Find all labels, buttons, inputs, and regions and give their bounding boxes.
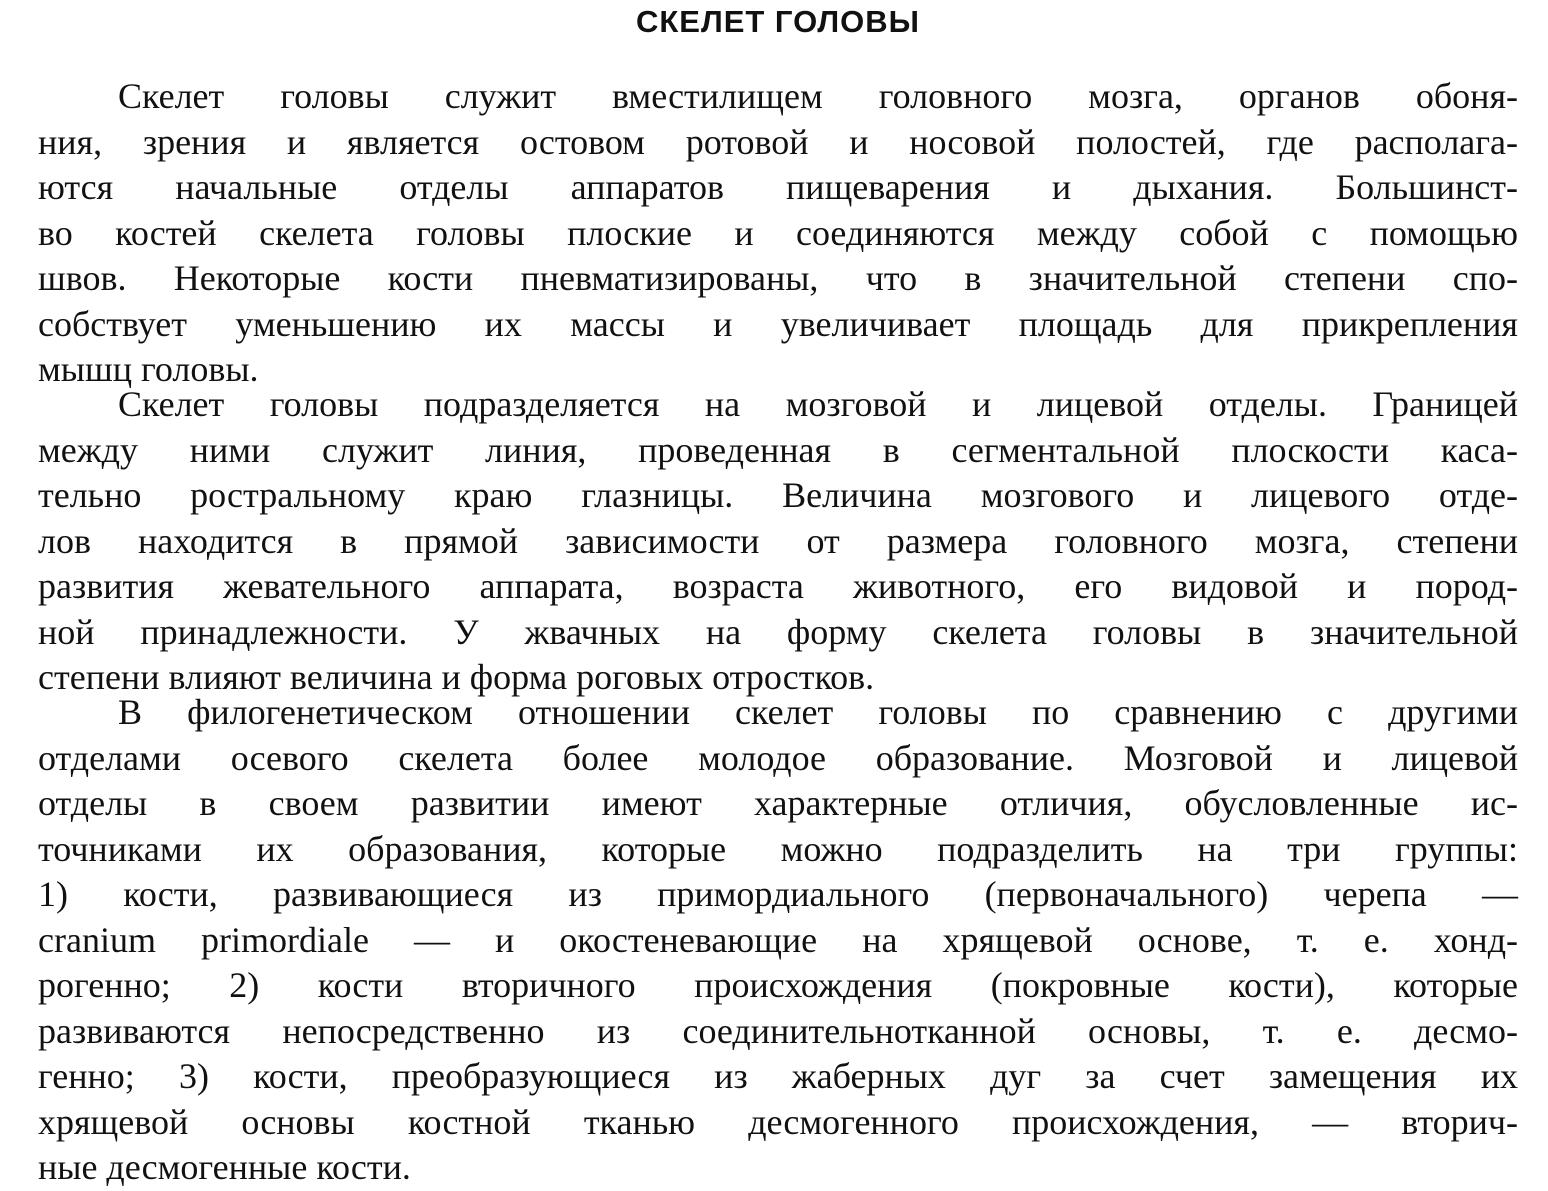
document-page bbox=[38, 0, 1518, 1186]
text-line: тельно ростральному краю глазницы. Величина мозгового и лицевого отде- bbox=[38, 475, 1518, 515]
text-line: ной принадлежности. У жвачных на форму скелета головы в значительной bbox=[38, 611, 1518, 652]
text-line: cranium primordiale — и окостеневающие на хрящевой основе, т. е. хонд- bbox=[38, 919, 1518, 960]
text-line: мышц головы. bbox=[38, 349, 259, 389]
paragraph-3 bbox=[38, 690, 1518, 1191]
text-line: развития жевательного аппарата, возраста животного, его видовой и пород- bbox=[38, 566, 1518, 606]
text-line: степени влияют величина и форма роговых отростков. bbox=[38, 657, 875, 697]
text-line: отделами осевого скелета более молодое образование. Мозговой и лицевой bbox=[38, 737, 1518, 778]
text-line: между ними служит линия, проведенная в сегментальной плоскости каса- bbox=[38, 429, 1518, 470]
text-line: лов находится в прямой зависимости от размера головного мозга, степени bbox=[38, 520, 1518, 561]
text-line: ния, зрения и является остовом ротовой и носовой полостей, где располага- bbox=[38, 121, 1518, 162]
text-line: точниками их образования, которые можно подразделить на три группы: bbox=[38, 828, 1518, 869]
text-line: ются начальные отделы аппаратов пищеварения и дыхания. Большинст- bbox=[38, 167, 1518, 207]
paragraph-2 bbox=[38, 382, 1518, 701]
text-line: развиваются непосредственно из соединительнотканной основы, т. е. десмо- bbox=[38, 1010, 1518, 1051]
text-line: собствует уменьшению их массы и увеличивает площадь для прикрепления bbox=[38, 303, 1518, 344]
text-line: Скелет головы подразделяется на мозговой и лицевой отделы. Границей bbox=[118, 384, 1518, 424]
paragraph-1 bbox=[38, 74, 1518, 393]
text-line: генно; 3) кости, преобразующиеся из жаберных дуг за счет замещения их bbox=[38, 1056, 1518, 1096]
text-line: рогенно; 2) кости вторичного происхождения (покровные кости), которые bbox=[38, 965, 1518, 1005]
text-line: В филогенетическом отношении скелет головы по сравнению с другими bbox=[118, 692, 1518, 732]
text-line: 1) кости, развивающиеся из примордиального (первоначального) черепа — bbox=[38, 874, 1518, 914]
text-line: Скелет головы служит вместилищем головного мозга, органов обоня- bbox=[118, 76, 1518, 116]
text-line: ные десмогенные кости. bbox=[38, 1147, 411, 1187]
page-title: СКЕЛЕТ ГОЛОВЫ bbox=[635, 4, 921, 39]
text-line: отделы в своем развитии имеют характерные отличия, обусловленные ис- bbox=[38, 783, 1518, 823]
text-line: хрящевой основы костной тканью десмогенного происхождения, — вторич- bbox=[38, 1101, 1518, 1142]
text-line: швов. Некоторые кости пневматизированы, что в значительной степени спо- bbox=[38, 258, 1518, 298]
text-line: во костей скелета головы плоские и соединяются между собой с помощью bbox=[38, 212, 1518, 253]
